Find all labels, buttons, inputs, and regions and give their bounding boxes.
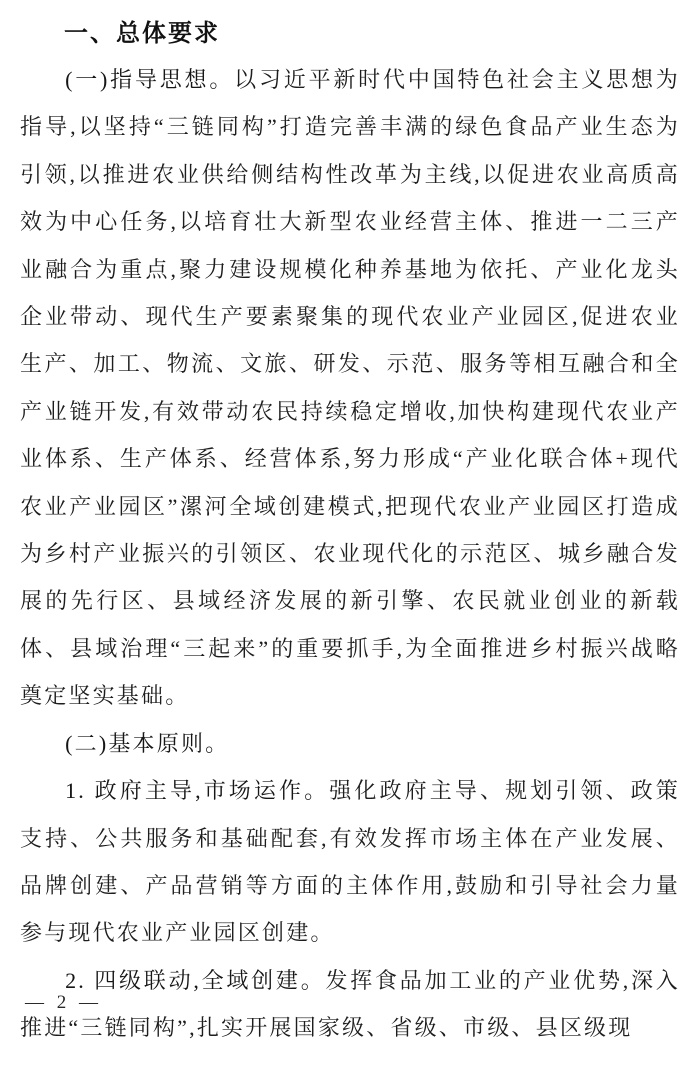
paragraph-lead: (二)基本原则。 [65,730,230,756]
paragraph-text: 发挥食品加工业的产业优势,深入推进“三链同构”,扎实开展国家级、省级、市级、县区级现 [20,967,680,1041]
page-number: — 2 — [25,992,102,1013]
section-heading: 一、总体要求 [64,20,220,47]
paragraph-principle-1 [20,767,680,957]
paragraph-text: 以习近平新时代中国特色社会主义思想为指导,以坚持“三链同构”打造完善丰满的绿色食品产业生态为引领,以推进农业供给侧结构性改革为主线,以促进农业高质高效为中心任务,以培育壮大新型农业经营主体、推进一二三产业融合为重点,聚力建设规模化种养基地为依托、产业化龙头企业带动、现代生产要素聚集的现代农业产业园区,促进农业生产、加工、物流、文旅、研发、示范、服务等相互融合和全产业链开发,有效带动农民持续稳定增收,加快构建现代农业产业体系、生产体系、经营体系,努力形成“产业化联合体+现代农业产业园区”漯河全域创建模式,把现代农业产业园区打造成为乡村产业振兴的引领区、农业现代化的示范区、城乡融合发展的先行区、县域经济发展的新引擎、农民就业创业的新载体、县域治理“三起来”的重要抓手,为全面推进乡村振兴战略奠定坚实基础。 [20,67,680,709]
paragraph-lead: (一)指导思想。 [65,67,235,92]
paragraph-lead: 2. 四级联动,全域创建。 [65,967,326,993]
paragraph-guiding-ideology [20,56,680,720]
paragraph-lead: 1. 政府主导,市场运作。 [65,778,330,804]
paragraph-principle-2 [20,957,680,1052]
paragraph-basic-principles [20,720,680,767]
paragraph-text: 强化政府主导、规划引领、政策支持、公共服务和基础配套,有效发挥市场主体在产业发展、品牌创建、产品营销等方面的主体作用,鼓励和引导社会力量参与现代农业产业园区创建。 [20,778,680,946]
